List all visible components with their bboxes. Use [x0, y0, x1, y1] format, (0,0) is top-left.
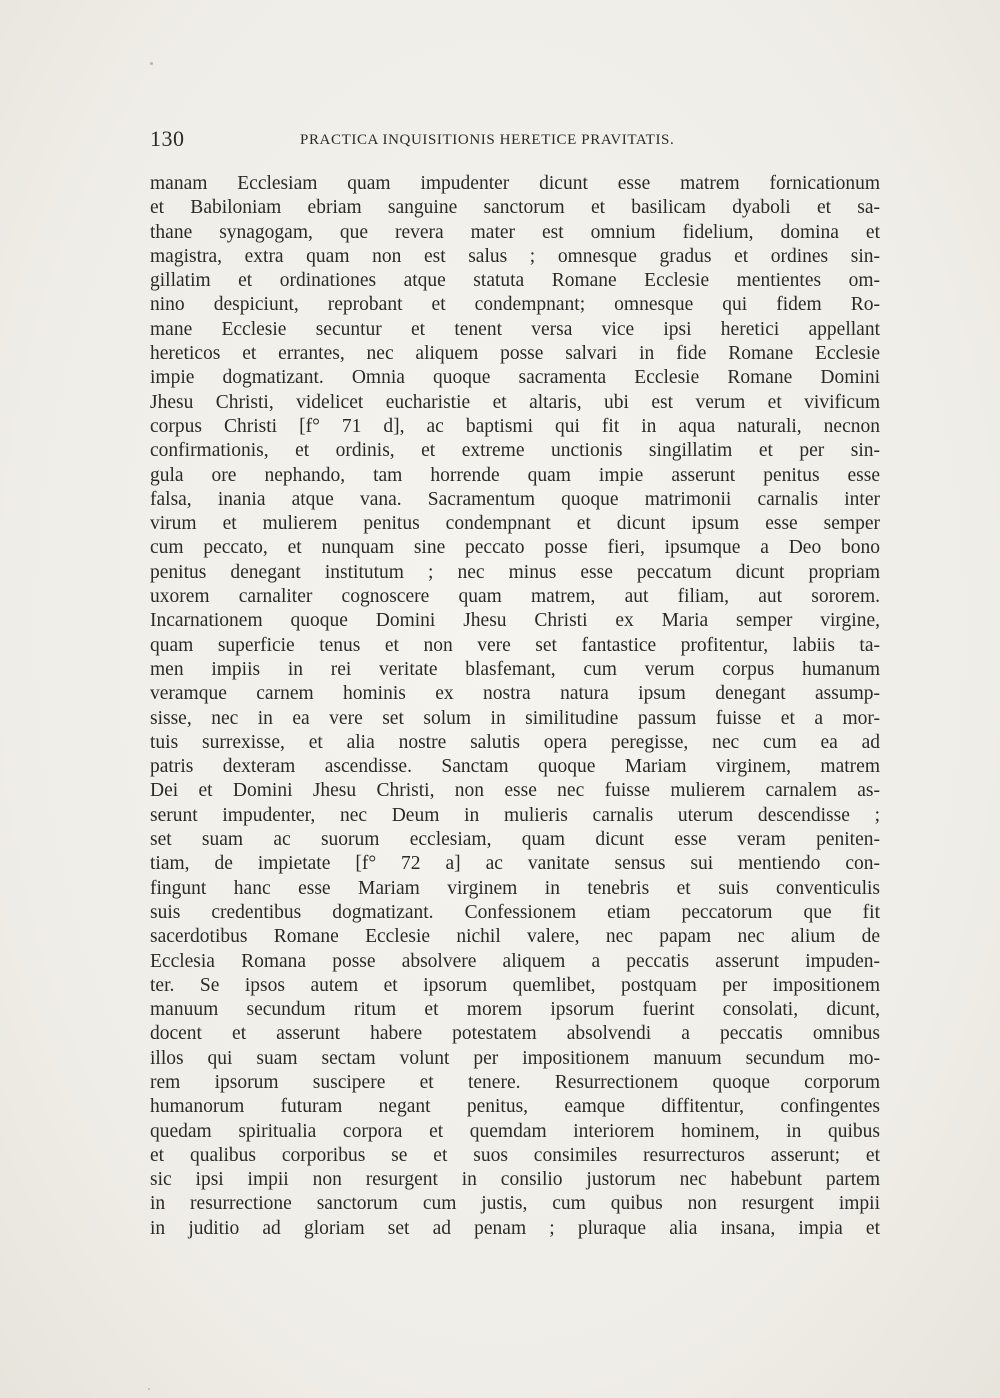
- text-line: magistra, extra quam non est salus ; omnesque gradus et ordines sin-: [150, 245, 880, 267]
- text-line: manam Ecclesiam quam impudenter dicunt esse matrem fornicationum: [150, 173, 880, 194]
- text-line: et Babiloniam ebriam sanguine sanctorum et basilicam dyaboli et sa-: [150, 197, 880, 219]
- text-line: sisse, nec in ea vere set solum in similitudine passum fuisse et a mor-: [150, 707, 880, 729]
- body-text: [150, 172, 880, 1241]
- text-line: Dei et Domini Jhesu Christi, non esse nec fuisse mulierem carnalem as-: [150, 780, 880, 802]
- paper-speck: [148, 1388, 150, 1390]
- text-line: ter. Se ipsos autem et ipsorum quemlibet, postquam per impositionem: [150, 974, 880, 996]
- text-line: docent et asserunt habere potestatem absolvendi a peccatis omnibus: [150, 1023, 880, 1045]
- text-line: sic ipsi impii non resurgent in consilio justorum nec habebunt partem: [150, 1169, 880, 1191]
- text-line: mane Ecclesie secuntur et tenent versa vice ipsi heretici appellant: [150, 318, 880, 340]
- text-line: tuis surrexisse, et alia nostre salutis opera peregisse, nec cum ea ad: [150, 731, 880, 753]
- text-line: cum peccato, et nunquam sine peccato posse fieri, ipsumque a Deo bono: [150, 537, 880, 559]
- text-line: veramque carnem hominis ex nostra natura ipsum denegant assump-: [150, 683, 880, 705]
- text-line: set suam ac suorum ecclesiam, quam dicunt esse veram peniten-: [150, 829, 880, 851]
- text-line: impie dogmatizant. Omnia quoque sacramenta Ecclesie Romane Domini: [150, 367, 880, 389]
- text-line: thane synagogam, que revera mater est omnium fidelium, domina et: [150, 221, 880, 243]
- text-line: serunt impudenter, nec Deum in mulieris carnalis uterum descendisse ;: [150, 804, 880, 826]
- paper-speck: [150, 62, 153, 65]
- text-line: corpus Christi [f° 71 d], ac baptismi qui fit in aqua naturali, necnon: [150, 415, 880, 437]
- text-line: Jhesu Christi, videlicet eucharistie et altaris, ubi est verum et vivificum: [150, 391, 880, 413]
- text-line: fingunt hanc esse Mariam virginem in tenebris et suis conventiculis: [150, 877, 880, 899]
- text-line: nino despiciunt, reprobant et condempnant; omnesque qui fidem Ro-: [150, 294, 880, 316]
- page-number: 130: [150, 126, 185, 151]
- text-line: in juditio ad gloriam set ad penam ; pluraque alia insana, impia et: [150, 1217, 880, 1239]
- text-line: men impiis in rei veritate blasfemant, cum verum corpus humanum: [150, 658, 880, 680]
- text-line: rem ipsorum suscipere et tenere. Resurrectionem quoque corporum: [150, 1071, 880, 1093]
- text-line: et qualibus corporibus se et suos consimiles resurrecturos asserunt; et: [150, 1144, 880, 1166]
- text-line: confirmationis, et ordinis, et extreme unctionis singillatim et per sin-: [150, 440, 880, 462]
- text-line: illos qui suam sectam volunt per impositionem manuum secundum mo-: [150, 1047, 880, 1069]
- text-line: humanorum futuram negant penitus, eamque diffitentur, confingentes: [150, 1096, 880, 1118]
- text-line: gillatim et ordinationes atque statuta Romane Ecclesie mentientes om-: [150, 270, 880, 292]
- text-line: uxorem carnaliter cognoscere quam matrem, aut filiam, aut sororem.: [150, 586, 880, 608]
- text-line: hereticos et errantes, nec aliquem posse salvari in fide Romane Ecclesie: [150, 343, 880, 365]
- text-line: in resurrectione sanctorum cum justis, cum quibus non resurgent impii: [150, 1193, 880, 1215]
- text-line: suis credentibus dogmatizant. Confessionem etiam peccatorum que fit: [150, 901, 880, 923]
- text-line: patris dexteram ascendisse. Sanctam quoque Mariam virginem, matrem: [150, 756, 880, 778]
- text-line: Ecclesia Romana posse absolvere aliquem a peccatis asserunt impuden-: [150, 950, 880, 972]
- text-line: sacerdotibus Romane Ecclesie nichil valere, nec papam nec alium de: [150, 926, 880, 948]
- running-title: PRACTICA INQUISITIONIS HERETICE PRAVITATIS.: [300, 132, 675, 148]
- text-line: gula ore nephando, tam horrende quam impie asserunt penitus esse: [150, 464, 880, 486]
- running-head: [150, 126, 880, 156]
- text-line: Incarnationem quoque Domini Jhesu Christi ex Maria semper virgine,: [150, 610, 880, 632]
- text-line: tiam, de impietate [f° 72 a] ac vanitate sensus sui mentiendo con-: [150, 853, 880, 875]
- text-line: falsa, inania atque vana. Sacramentum quoque matrimonii carnalis inter: [150, 488, 880, 510]
- text-line: virum et mulierem penitus condempnant et dicunt ipsum esse semper: [150, 513, 880, 535]
- text-line: quam superficie tenus et non vere set fantastice profitentur, labiis ta-: [150, 634, 880, 656]
- text-line: manuum secundum ritum et morem ipsorum fuerint consolati, dicunt,: [150, 999, 880, 1021]
- text-line: penitus denegant institutum ; nec minus esse peccatum dicunt propriam: [150, 561, 880, 583]
- text-line: quedam spiritualia corpora et quemdam interiorem hominem, in quibus: [150, 1120, 880, 1142]
